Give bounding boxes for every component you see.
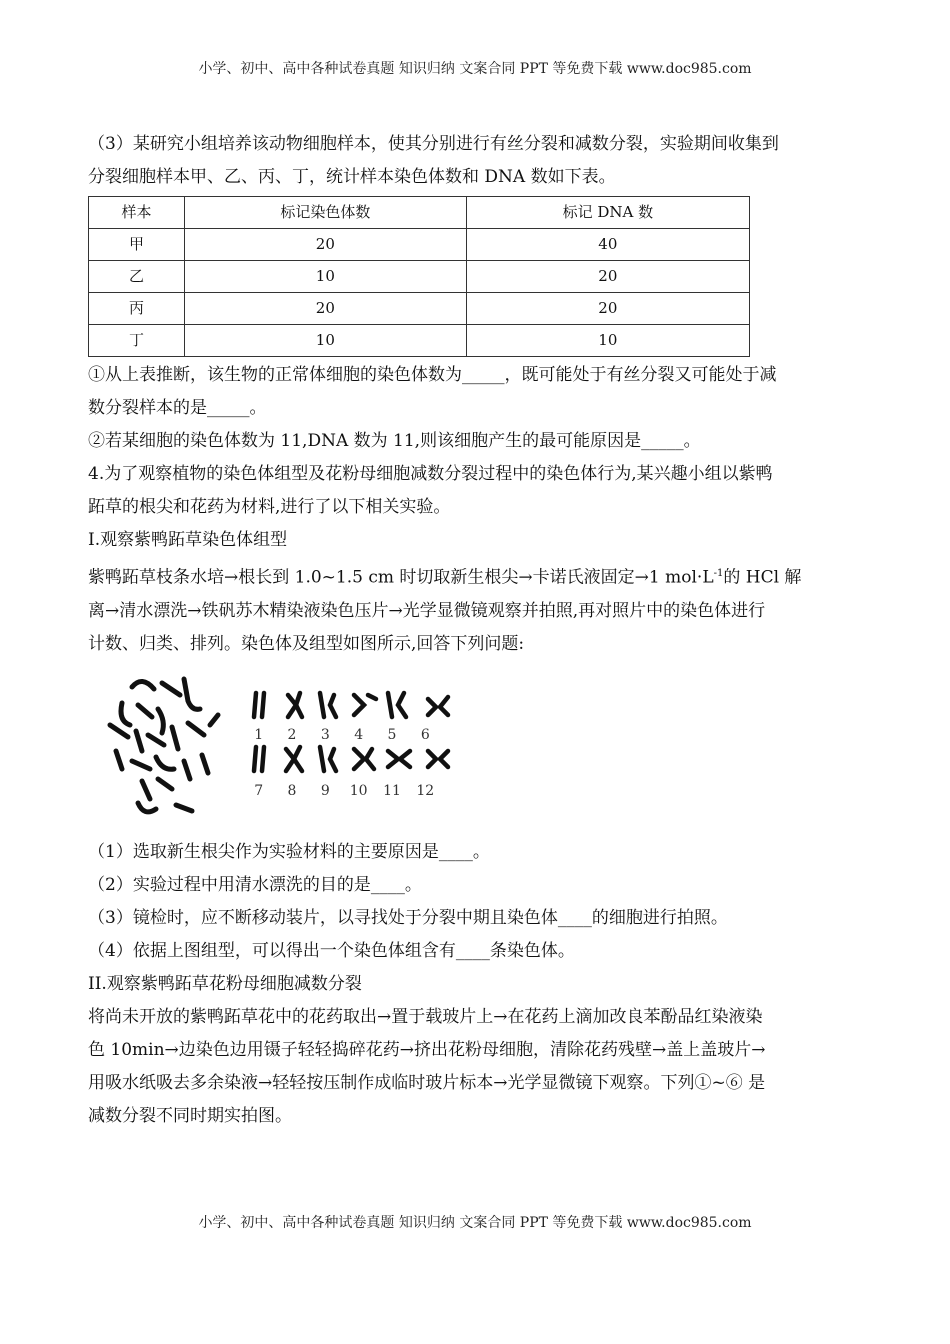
section1-para-line3: 计数、归类、排列。染色体及组型如图所示,回答下列问题:: [88, 633, 525, 654]
document-body: [88, 128, 858, 1133]
table-cell: 丙: [89, 293, 185, 325]
karyotype-label: 2: [287, 726, 297, 743]
table-row: [89, 261, 750, 293]
question-2: （2）实验过程中用清水漂洗的目的是____。: [88, 874, 422, 895]
section2-para-line2: 色 10min→边染色边用镊子轻轻捣碎花药→挤出花粉母细胞，清除花药残壁→盖上盖玻片→: [88, 1039, 766, 1060]
q3-sub1-line2: 数分裂样本的是_____。: [88, 398, 267, 418]
table-cell: 20: [466, 293, 749, 325]
karyotype-figure: [92, 665, 472, 830]
superscript: -1: [713, 568, 724, 579]
section1-para-line2: 离→清水漂洗→铁矾苏木精染液染色压片→光学显微镜观察并拍照,再对照片中的染色体进行: [88, 600, 766, 621]
karyotype-labels-row1: [242, 719, 442, 752]
question-1: （1）选取新生根尖作为实验材料的主要原因是____。: [88, 841, 490, 862]
q3-sub2: ②若某细胞的染色体数为 11,DNA 数为 11,则该细胞产生的最可能原因是_____。: [88, 431, 701, 451]
karyotype-label: 6: [420, 726, 430, 743]
question-4: （4）依据上图组型，可以得出一个染色体组含有____条染色体。: [88, 940, 575, 961]
q3-intro-line1: （3）某研究小组培养该动物细胞样本，使其分别进行有丝分裂和减数分裂，实验期间收集到: [88, 134, 779, 154]
karyotype-label: 4: [354, 726, 364, 743]
karyotype-label: 1: [254, 726, 264, 743]
table-cell: 10: [184, 325, 466, 357]
question-3: （3）镜检时，应不断移动装片，以寻找处于分裂中期且染色体____的细胞进行拍照。: [88, 907, 728, 928]
page-footer: 小学、初中、高中各种试卷真题 知识归纳 文案合同 PPT 等免费下载 www.doc985.com: [198, 1215, 752, 1231]
table-header-cell: 标记染色体数: [184, 197, 466, 229]
q3-intro-line2: 分裂细胞样本甲、乙、丙、丁，统计样本染色体数和 DNA 数如下表。: [88, 167, 616, 187]
table-header-cell: 标记 DNA 数: [466, 197, 749, 229]
karyotype-label: 11: [383, 782, 401, 799]
karyotype-label: 7: [254, 782, 264, 799]
section2-title: II.观察紫鸭跖草花粉母细胞减数分裂: [88, 973, 362, 994]
section1-para-line1-text: 紫鸭跖草枝条水培→根长到 1.0~1.5 cm 时切取新生根尖→卡诺氏液固定→1 mol·L: [88, 567, 714, 588]
table-cell: 10: [466, 325, 749, 357]
table-cell: 甲: [89, 229, 185, 261]
table-cell: 乙: [89, 261, 185, 293]
karyotype-label: 5: [387, 726, 397, 743]
table-row: [89, 325, 750, 357]
table-cell: 丁: [89, 325, 185, 357]
section1-title: I.观察紫鸭跖草染色体组型: [88, 530, 288, 550]
karyotype-label: 10: [349, 782, 368, 799]
table-row: [89, 229, 750, 261]
section2-para-line1: 将尚未开放的紫鸭跖草花中的花药取出→置于载玻片上→在花药上滴加改良苯酚品红染液染: [88, 1006, 763, 1027]
karyotype-labels-row2: [242, 775, 442, 808]
page-header: 小学、初中、高中各种试卷真题 知识归纳 文案合同 PPT 等免费下载 www.doc985.com: [198, 61, 752, 77]
q3-sub1-line1: ①从上表推断，该生物的正常体细胞的染色体数为_____，既可能处于有丝分裂又可能处于减: [88, 365, 777, 385]
karyotype-label: 8: [287, 782, 297, 799]
q4-intro-line1: 4.为了观察植物的染色体组型及花粉母细胞减数分裂过程中的染色体行为,某兴趣小组以紫鸭: [88, 464, 773, 484]
table-cell: 10: [184, 261, 466, 293]
table-header-row: [89, 197, 750, 229]
sample-table: [88, 196, 750, 357]
karyotype-label: 3: [320, 726, 330, 743]
table-cell: 20: [184, 229, 466, 261]
table-header-cell: 样本: [89, 197, 185, 229]
section1-para-line1: [88, 557, 858, 595]
section1-para-line1-tail: 的 HCl 解: [723, 567, 802, 588]
section2-para-line4: 减数分裂不同时期实拍图。: [88, 1105, 292, 1126]
section2-para-line3: 用吸水纸吸去多余染液→轻轻按压制作成临时玻片标本→光学显微镜下观察。下列①~⑥ 是: [88, 1072, 766, 1093]
table-row: [89, 293, 750, 325]
q4-intro-line2: 跖草的根尖和花药为材料,进行了以下相关实验。: [88, 497, 451, 517]
table-cell: 40: [466, 229, 749, 261]
karyotype-label: 9: [320, 782, 330, 799]
karyotype-label: 12: [416, 782, 435, 799]
table-cell: 20: [184, 293, 466, 325]
table-cell: 20: [466, 261, 749, 293]
